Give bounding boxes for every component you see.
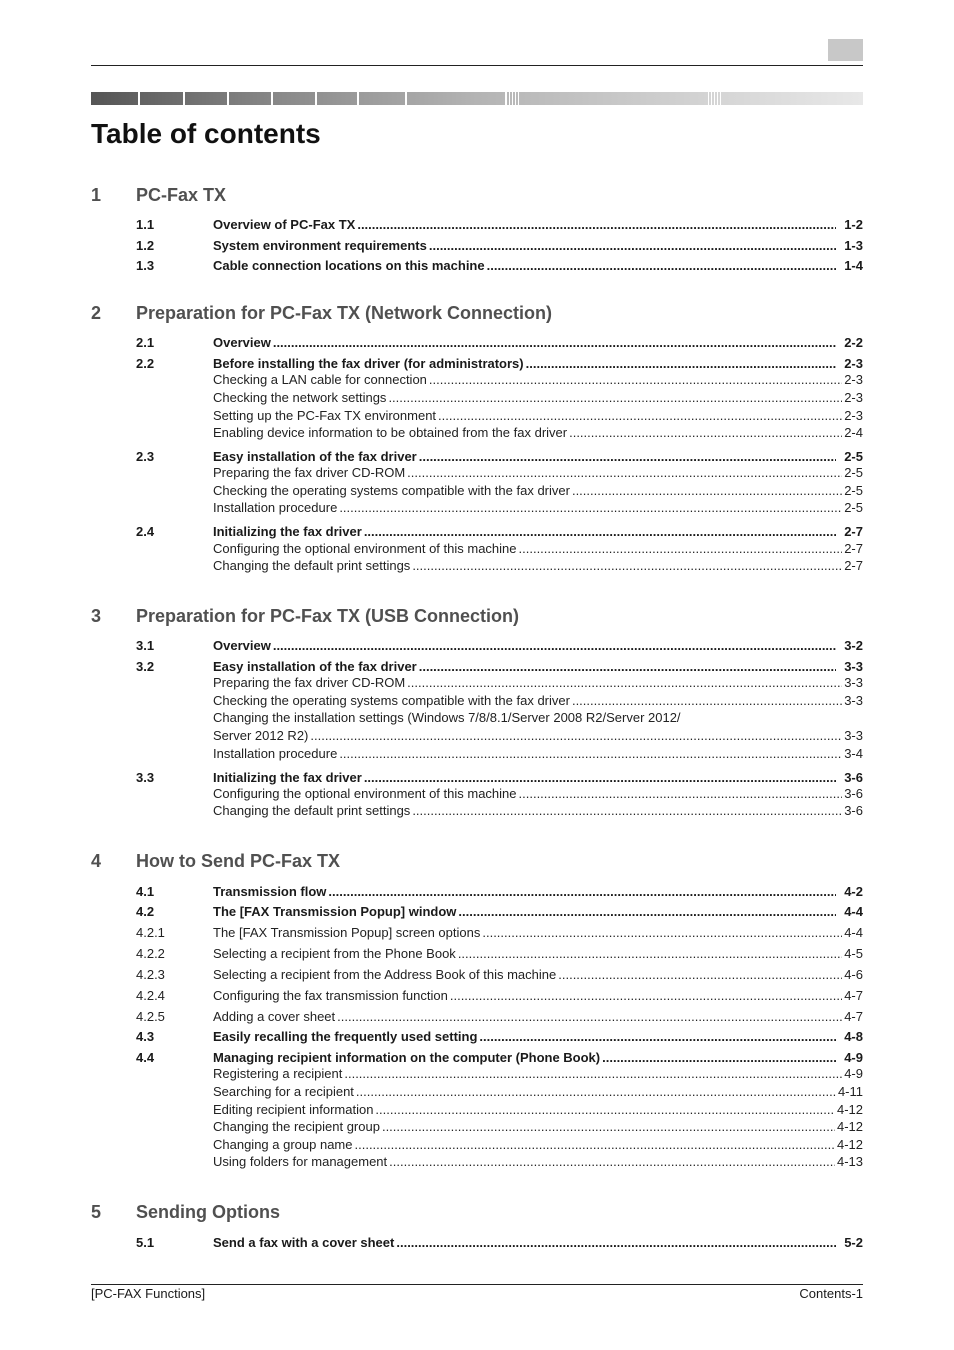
toc-subentry[interactable] [136, 540, 863, 558]
entry-title: Checking the operating systems compatible with the fax driver [213, 693, 570, 708]
toc-entry[interactable] [136, 903, 863, 921]
footer-rule [91, 1284, 863, 1285]
entry-number: 2.1 [136, 335, 155, 350]
entry-page: 3-6 [844, 803, 863, 818]
entry-title: Configuring the optional environment of this machine [213, 541, 517, 556]
toc-entry[interactable] [136, 216, 863, 234]
leader-dots [572, 482, 842, 500]
entry-page: 4-8 [844, 1029, 863, 1044]
entry-page: 4-7 [844, 1009, 863, 1024]
chapter-title: Sending Options [136, 1202, 280, 1222]
footer-manual-name: [PC-FAX Functions] [91, 1286, 206, 1301]
entry-page: 2-4 [844, 425, 863, 440]
toc-subentry[interactable] [136, 407, 863, 425]
entry-title: Adding a cover sheet [213, 1009, 336, 1024]
chapter-title: How to Send PC-Fax TX [136, 851, 341, 871]
entry-page: 2-5 [844, 483, 863, 498]
page-title: Table of contents [91, 118, 321, 149]
entry-number: 4.2.2 [136, 946, 165, 961]
leader-dots [344, 1065, 842, 1083]
header-rule [91, 65, 863, 66]
chapter-number: 1 [91, 185, 102, 205]
entry-title: Selecting a recipient from the Address Book of this machine [213, 967, 557, 982]
toc-entry[interactable] [136, 334, 863, 352]
entry-page: 3-4 [844, 746, 863, 761]
entry-title: Overview [213, 638, 271, 653]
leader-dots [429, 237, 836, 255]
entry-page: 1-4 [844, 258, 863, 273]
toc-subentry[interactable] [136, 499, 863, 517]
entry-page: 4-2 [844, 884, 863, 899]
entry-page: 2-3 [844, 408, 863, 423]
entry-page: 4-12 [836, 1119, 863, 1134]
toc-subentry[interactable] [136, 692, 863, 710]
entry-title: Installation procedure [213, 746, 338, 761]
toc-subentry[interactable] [136, 1153, 863, 1171]
leader-dots [396, 1234, 836, 1252]
toc-subentry[interactable] [136, 424, 863, 442]
entry-number: 4.1 [136, 884, 155, 899]
leader-dots [328, 883, 836, 901]
toc-subentry[interactable] [136, 1008, 863, 1026]
entry-number: 1.1 [136, 217, 155, 232]
entry-number: 4.4 [136, 1050, 155, 1065]
entry-number: 5.1 [136, 1235, 155, 1250]
entry-title: Send a fax with a cover sheet [213, 1235, 395, 1250]
leader-dots [407, 464, 842, 482]
toc-subentry[interactable] [136, 802, 863, 820]
entry-number: 4.2.1 [136, 925, 165, 940]
entry-title: Checking the operating systems compatible with the fax driver [213, 483, 570, 498]
entry-number: 4.2 [136, 904, 155, 919]
entry-page: 2-3 [844, 390, 863, 405]
chapter-number: 3 [91, 606, 102, 626]
entry-page: 4-5 [844, 946, 863, 961]
entry-number: 3.3 [136, 770, 155, 785]
entry-title: Registering a recipient [213, 1066, 343, 1081]
entry-page: 2-5 [844, 500, 863, 515]
toc-subentry[interactable] [136, 945, 863, 963]
entry-number: 2.4 [136, 524, 155, 539]
entry-title: Preparing the fax driver CD-ROM [213, 465, 406, 480]
toc-subentry[interactable] [136, 1065, 863, 1083]
entry-page: 3-3 [844, 675, 863, 690]
entry-page: 2-2 [844, 335, 863, 350]
toc-entry[interactable] [136, 637, 863, 655]
entry-page: 4-6 [844, 967, 863, 982]
chapter-title: Preparation for PC-Fax TX (USB Connection) [136, 606, 520, 626]
entry-page: 2-5 [844, 449, 863, 464]
toc-subentry[interactable] [136, 745, 863, 763]
entry-number: 3.2 [136, 659, 155, 674]
entry-number: 4.2.3 [136, 967, 165, 982]
entry-title: The [FAX Transmission Popup] window [213, 904, 457, 919]
leader-dots [558, 966, 842, 984]
leader-dots [412, 557, 842, 575]
corner-tab [828, 39, 863, 61]
leader-dots [355, 1136, 835, 1154]
entry-page: 4-13 [836, 1154, 863, 1169]
entry-page: 4-12 [836, 1102, 863, 1117]
toc-entry[interactable] [136, 1234, 863, 1252]
entry-number: 4.2.4 [136, 988, 165, 1003]
toc-subentry-wrapped-line[interactable]: Changing the installation settings (Windows 7/8/8.1/Server 2008 R2/Server 2012/ [213, 710, 681, 725]
entry-title: Easy installation of the fax driver [213, 659, 417, 674]
entry-title: Changing a group name [213, 1137, 353, 1152]
entry-title: Checking a LAN cable for connection [213, 372, 427, 387]
chapter-number: 5 [91, 1202, 102, 1222]
entry-title: Checking the network settings [213, 390, 387, 405]
toc-subentry[interactable] [136, 1136, 863, 1154]
leader-dots [388, 389, 842, 407]
leader-dots [364, 523, 836, 541]
entry-page: 3-3 [844, 659, 863, 674]
leader-dots [356, 1083, 836, 1101]
leader-dots [273, 334, 836, 352]
entry-page: 3-6 [844, 770, 863, 785]
entry-title: Selecting a recipient from the Phone Book [213, 946, 456, 961]
leader-dots [569, 424, 842, 442]
entry-page: 1-2 [844, 217, 863, 232]
leader-dots [337, 1008, 842, 1026]
entry-title: Easily recalling the frequently used setting [213, 1029, 478, 1044]
entry-page: 4-12 [836, 1137, 863, 1152]
chapter-title: PC-Fax TX [136, 185, 227, 205]
leader-dots [310, 727, 842, 745]
entry-number: 2.3 [136, 449, 155, 464]
entry-page: 3-3 [844, 728, 863, 743]
toc-entry[interactable] [136, 523, 863, 541]
leader-dots [375, 1101, 835, 1119]
entry-title: Editing recipient information [213, 1102, 374, 1117]
entry-title: Overview of PC-Fax TX [213, 217, 356, 232]
toc-subentry[interactable] [136, 464, 863, 482]
leader-dots [482, 924, 842, 942]
toc-subentry[interactable] [136, 482, 863, 500]
entry-page: 5-2 [844, 1235, 863, 1250]
leader-dots [407, 674, 842, 692]
entry-title: Configuring the optional environment of this machine [213, 786, 517, 801]
leader-dots [487, 257, 837, 275]
entry-title: Managing recipient information on the computer (Phone Book) [213, 1050, 601, 1065]
entry-title: Server 2012 R2) [213, 728, 309, 743]
entry-page: 2-7 [844, 524, 863, 539]
chapter-number: 4 [91, 851, 102, 871]
leader-dots [339, 499, 842, 517]
toc-entry[interactable] [136, 237, 863, 255]
leader-dots [572, 692, 842, 710]
toc-subentry[interactable] [136, 785, 863, 803]
toc-subentry[interactable] [136, 371, 863, 389]
leader-dots [382, 1118, 835, 1136]
entry-page: 4-4 [844, 925, 863, 940]
entry-title: Preparing the fax driver CD-ROM [213, 675, 406, 690]
entry-title: Changing the default print settings [213, 558, 411, 573]
leader-dots [412, 802, 842, 820]
leader-dots [429, 371, 842, 389]
footer-page-number: Contents-1 [799, 1286, 863, 1301]
toc-subentry[interactable] [136, 557, 863, 575]
leader-dots [458, 903, 836, 921]
entry-number: 4.3 [136, 1029, 155, 1044]
entry-number: 3.1 [136, 638, 155, 653]
entry-title: Changing the default print settings [213, 803, 411, 818]
entry-page: 4-7 [844, 988, 863, 1003]
entry-title: Configuring the fax transmission function [213, 988, 448, 1003]
entry-title: Initializing the fax driver [213, 770, 362, 785]
toc-entry[interactable] [136, 1028, 863, 1046]
toc-entry[interactable] [136, 883, 863, 901]
leader-dots [519, 540, 843, 558]
entry-page: 1-3 [844, 238, 863, 253]
toc-subentry[interactable] [136, 924, 863, 942]
entry-number: 1.3 [136, 258, 155, 273]
leader-dots [438, 407, 842, 425]
entry-number: 2.2 [136, 356, 155, 371]
entry-page: 4-11 [837, 1084, 863, 1099]
entry-title: Overview [213, 335, 271, 350]
entry-page: 2-3 [844, 356, 863, 371]
leader-dots [450, 987, 842, 1005]
entry-title: Installation procedure [213, 500, 338, 515]
leader-dots [339, 745, 842, 763]
toc-subentry[interactable] [136, 674, 863, 692]
entry-title: Transmission flow [213, 884, 327, 899]
entry-title: System environment requirements [213, 238, 427, 253]
entry-title: Setting up the PC-Fax TX environment [213, 408, 437, 423]
entry-title: Searching for a recipient [213, 1084, 354, 1099]
leader-dots [519, 785, 843, 803]
entry-page: 3-3 [844, 693, 863, 708]
entry-page: 4-9 [844, 1050, 863, 1065]
toc-subentry[interactable] [136, 987, 863, 1005]
chapter-number: 2 [91, 303, 102, 323]
chapter-title: Preparation for PC-Fax TX (Network Connection) [136, 303, 553, 323]
entry-title: Enabling device information to be obtained from the fax driver [213, 425, 568, 440]
toc-entry[interactable] [136, 257, 863, 275]
toc-subentry[interactable] [136, 727, 863, 745]
entry-title: Before installing the fax driver (for administrators) [213, 356, 524, 371]
entry-title: The [FAX Transmission Popup] screen options [213, 925, 481, 940]
entry-page: 3-2 [844, 638, 863, 653]
entry-page: 4-4 [844, 904, 863, 919]
toc-subentry[interactable] [136, 966, 863, 984]
entry-page: 2-5 [844, 465, 863, 480]
entry-number: 1.2 [136, 238, 155, 253]
leader-dots [458, 945, 842, 963]
entry-page: 2-3 [844, 372, 863, 387]
decorative-bar [91, 92, 863, 105]
entry-title: Initializing the fax driver [213, 524, 362, 539]
entry-title: Cable connection locations on this machine [213, 258, 485, 273]
entry-page: 2-7 [844, 558, 863, 573]
entry-number: 4.2.5 [136, 1009, 165, 1024]
entry-page: 2-7 [844, 541, 863, 556]
leader-dots [273, 637, 836, 655]
leader-dots [357, 216, 836, 234]
entry-page: 3-6 [844, 786, 863, 801]
entry-page: 4-9 [844, 1066, 863, 1081]
entry-title: Easy installation of the fax driver [213, 449, 417, 464]
entry-title: Changing the recipient group [213, 1119, 380, 1134]
leader-dots [479, 1028, 836, 1046]
entry-title: Using folders for management [213, 1154, 388, 1169]
toc-subentry[interactable] [136, 389, 863, 407]
toc-subentry[interactable] [136, 1101, 863, 1119]
toc-subentry[interactable] [136, 1083, 863, 1101]
leader-dots [389, 1153, 835, 1171]
toc-subentry[interactable] [136, 1118, 863, 1136]
